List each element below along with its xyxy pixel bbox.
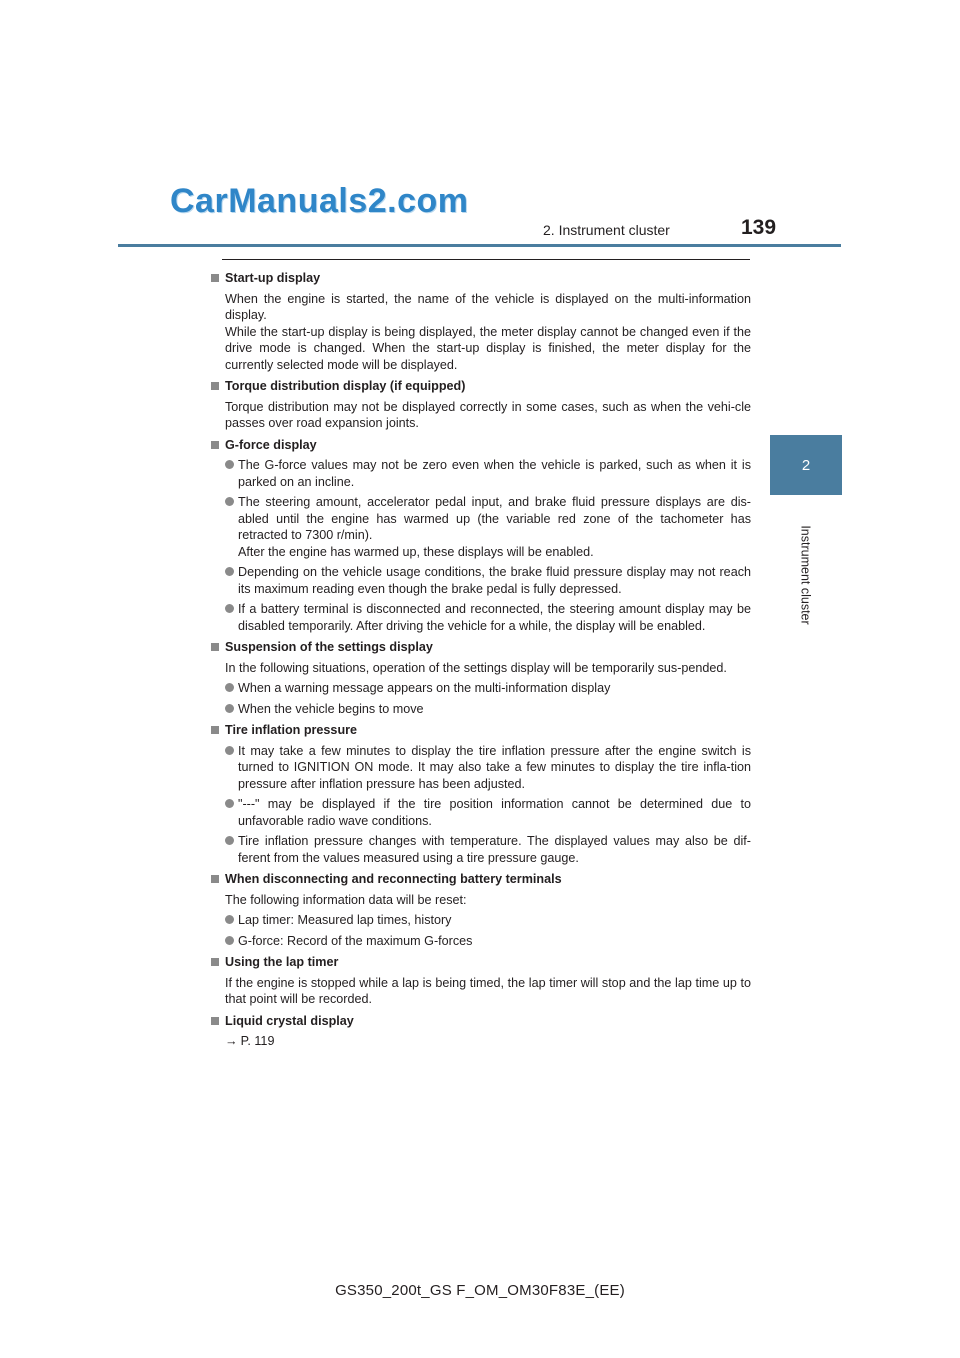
paragraph: Torque distribution may not be displayed correctly in some cases, such as when the vehi-cle passes over road expansion joints. [225, 399, 751, 430]
paragraph: The following information data will be reset: [225, 892, 467, 907]
section-heading [211, 437, 751, 454]
list-item-text: Tire inflation pressure changes with temperature. The displayed values may also be dif-ferent from the values measured using a tire pressure gauge. [238, 834, 751, 865]
page-number: 139 [741, 216, 777, 239]
section-heading [211, 871, 751, 888]
section-title: Tire inflation pressure [225, 723, 358, 737]
round-bullet-icon [225, 746, 234, 755]
section-heading [211, 1013, 751, 1030]
square-bullet-icon [211, 958, 219, 966]
round-bullet-icon [225, 567, 234, 576]
list-item-text: "---" may be displayed if the tire position information cannot be determined due to unfavorable radio wave conditions. [238, 797, 751, 828]
section-heading [211, 722, 751, 739]
list-item-text: When the vehicle begins to move [238, 701, 424, 716]
square-bullet-icon [211, 274, 219, 282]
list-item-text: It may take a few minutes to display the tire inflation pressure after the engine switch is turned to IGNITION ON mode. It may also take a few minutes to display the tire infla-tion pressure after inflation pressure has been adjusted. [238, 743, 751, 791]
list-item [211, 833, 751, 866]
list-item-text: Lap timer: Measured lap times, history [238, 913, 452, 927]
list-item [211, 680, 751, 697]
list-item-text: When a warning message appears on the multi-information display [238, 681, 611, 695]
chapter-tab [770, 435, 842, 495]
content-top-rule [222, 259, 750, 260]
square-bullet-icon [211, 382, 219, 390]
section-heading [211, 954, 751, 971]
list-item-text: The steering amount, accelerator pedal input, and brake fluid pressure displays are dis-abled until the engine has warmed up (the variable red zone of the tachometer has retracted to 7300 r/min). [238, 495, 751, 542]
list-item [211, 701, 751, 718]
chapter-title: Instrument cluster [799, 525, 813, 625]
section-title: Torque distribution display (if equipped) [225, 379, 466, 393]
header-section-title: 2. Instrument cluster [543, 222, 670, 238]
list-item [211, 743, 751, 793]
arrow-right-icon: → [225, 1034, 238, 1048]
round-bullet-icon [225, 497, 234, 506]
document-footer-code: GS350_200t_GS F_OM_OM30F83E_(EE) [335, 1282, 625, 1299]
section-title: G-force display [225, 437, 317, 452]
paragraph: If the engine is stopped while a lap is being timed, the lap timer will stop and the lap time up to that point will be recorded. [225, 975, 751, 1006]
watermark-logo: CarManuals2.com [170, 182, 469, 220]
square-bullet-icon [211, 441, 219, 449]
list-item-text: The G-force values may not be zero even when the vehicle is parked, such as when it is parked on an incline. [238, 458, 751, 489]
list-item [211, 457, 751, 490]
round-bullet-icon [225, 460, 234, 469]
square-bullet-icon [211, 875, 219, 883]
page-reference-text[interactable]: P. 119 [240, 1034, 275, 1048]
chapter-number: 2 [801, 456, 811, 474]
section-title: Liquid crystal display [225, 1013, 354, 1028]
square-bullet-icon [211, 643, 219, 651]
round-bullet-icon [225, 799, 234, 808]
list-item [211, 494, 751, 560]
round-bullet-icon [225, 704, 234, 713]
section-heading [211, 639, 751, 656]
chapter-side-label [796, 525, 816, 625]
list-item-text: After the engine has warmed up, these displays will be enabled. [238, 544, 594, 559]
list-item-text: G-force: Record of the maximum G-forces [238, 933, 473, 948]
section-title: Suspension of the settings display [225, 640, 433, 654]
paragraph: In the following situations, operation of the settings display will be temporarily sus-pended. [225, 660, 727, 675]
section-heading [211, 270, 751, 287]
paragraph: When the engine is started, the name of the vehicle is displayed on the multi-information display. [225, 291, 751, 322]
section-title: When disconnecting and reconnecting battery terminals [225, 872, 562, 886]
round-bullet-icon [225, 936, 234, 945]
list-item [211, 796, 751, 829]
round-bullet-icon [225, 683, 234, 692]
round-bullet-icon [225, 604, 234, 613]
list-item-text: If a battery terminal is disconnected and reconnected, the steering amount display may be disabled temporarily. After driving the vehicle for a while, the display will be enabled. [238, 602, 751, 633]
list-item [211, 564, 751, 597]
list-item-text: Depending on the vehicle usage conditions, the brake fluid pressure display may not reach its maximum reading even though the brake pedal is fully depressed. [238, 565, 751, 596]
paragraph: While the start-up display is being displayed, the meter display cannot be changed even if the drive mode is changed. When the start-up display is finished, the meter display for the currently selected mode will be displayed. [225, 324, 751, 372]
round-bullet-icon [225, 836, 234, 845]
header-rule [118, 244, 841, 247]
section-title: Using the lap timer [225, 955, 339, 969]
list-item [211, 912, 751, 929]
page-reference[interactable] [211, 1033, 751, 1050]
square-bullet-icon [211, 1017, 219, 1025]
page-content [211, 270, 751, 1050]
square-bullet-icon [211, 726, 219, 734]
list-item [211, 933, 751, 950]
section-title: Start-up display [225, 271, 321, 285]
round-bullet-icon [225, 915, 234, 924]
section-heading [211, 378, 751, 395]
list-item [211, 601, 751, 634]
